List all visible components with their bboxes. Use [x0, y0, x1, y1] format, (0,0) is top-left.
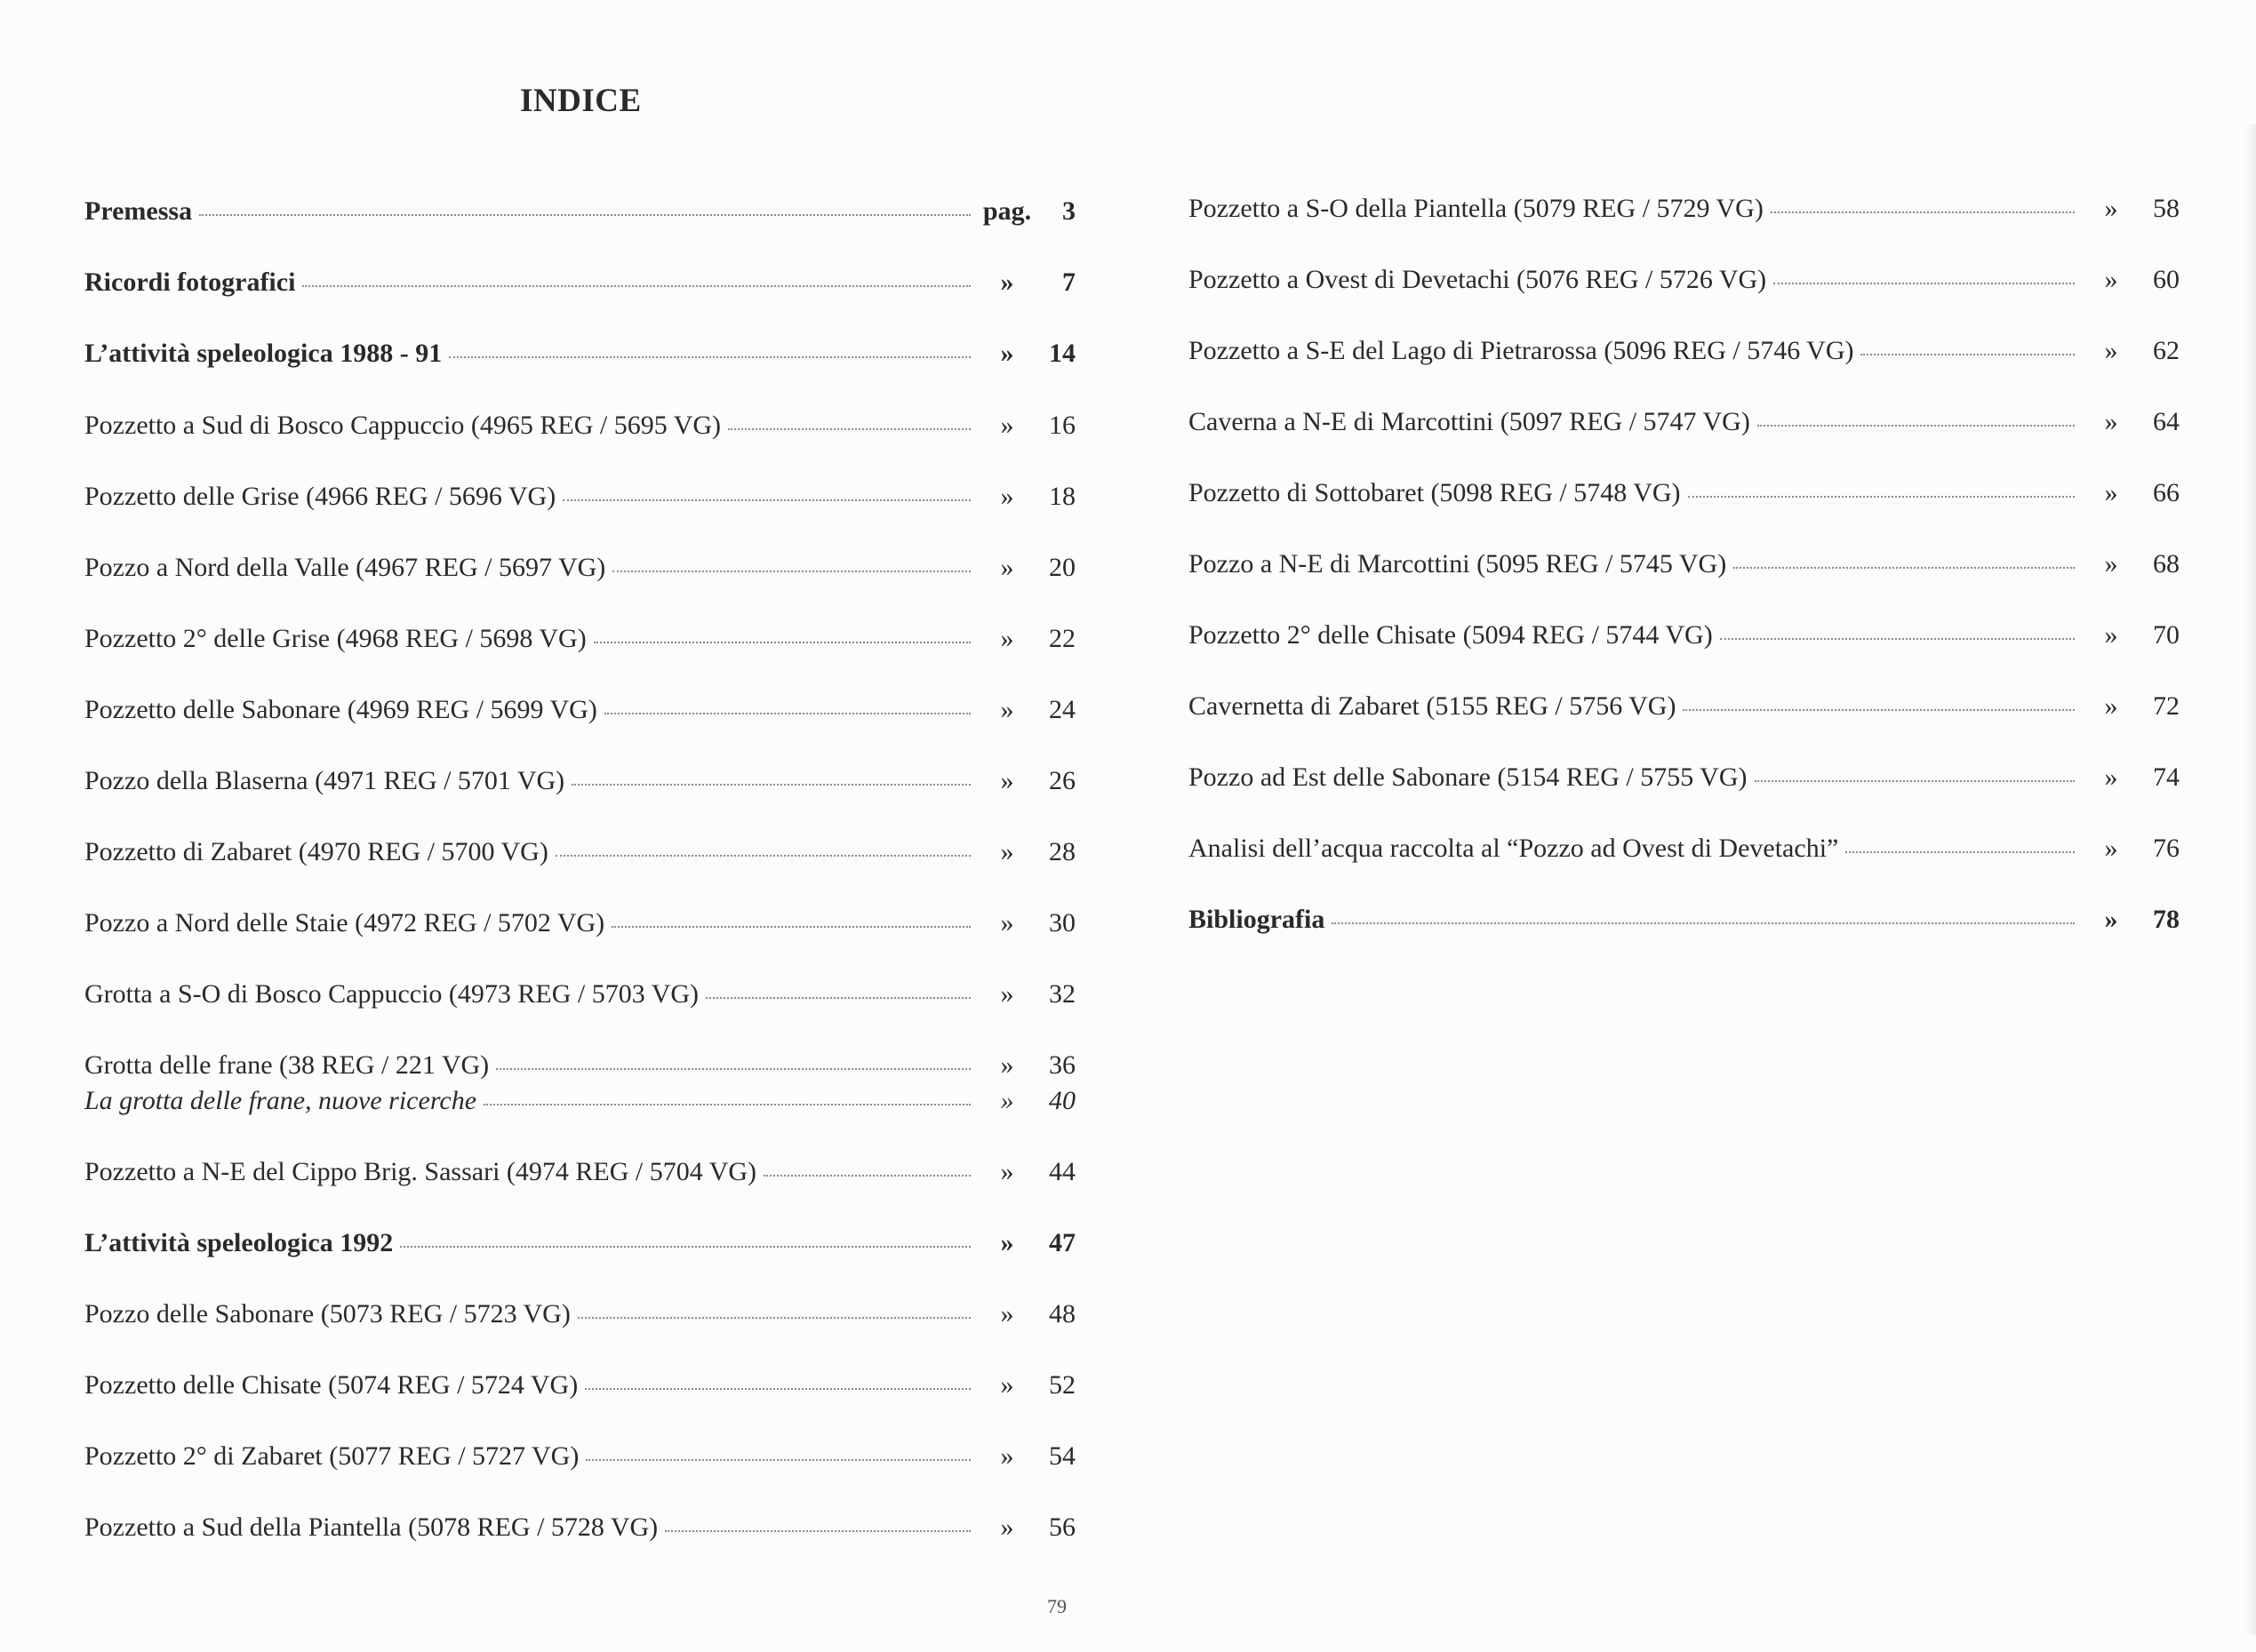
toc-entry-title: Cavernetta di Zabaret (5155 REG / 5756 VG): [1188, 691, 1676, 721]
toc-entry-page-prefix: »: [1000, 1086, 1014, 1115]
toc-entry-page-number: 18: [1049, 482, 1076, 511]
toc-entry-page-prefix: »: [2104, 905, 2118, 934]
toc-entry: [1188, 262, 2180, 298]
toc-entry-title: Pozzetto a Ovest di Devetachi (5076 REG / 5726 VG): [1188, 265, 1767, 294]
toc-entry-page-prefix: »: [2104, 336, 2118, 365]
toc-entry-title: L’attività speleologica 1988 - 91: [84, 339, 443, 368]
toc-entry: [84, 977, 1076, 1012]
toc-entry-title: Pozzetto a Sud della Piantella (5078 REG / 5728 VG): [84, 1512, 659, 1542]
toc-entry-page-number: 32: [1049, 979, 1076, 1009]
toc-entry-title: Pozzetto delle Sabonare (4969 REG / 5699 VG): [84, 695, 597, 724]
toc-entry-page-number: 78: [2153, 905, 2180, 934]
toc-entry-title: Pozzetto di Sottobaret (5098 REG / 5748 VG): [1188, 478, 1681, 507]
page-edge-shadow: [2244, 124, 2256, 1635]
toc-entry-title: Grotta delle frane (38 REG / 221 VG): [84, 1050, 490, 1080]
toc-entry-page-number: 52: [1049, 1370, 1076, 1400]
dot-leader: [572, 784, 971, 786]
toc-entry-title: Pozzo a N-E di Marcottini (5095 REG / 5745 VG): [1188, 549, 1727, 579]
toc-entry-title: Pozzetto a Sud di Bosco Cappuccio (4965 REG / 5695 VG): [84, 411, 722, 440]
toc-entry: [84, 763, 1076, 799]
toc-entry-page-number: 48: [1049, 1299, 1076, 1329]
dot-leader: [563, 499, 971, 501]
dot-leader: [449, 356, 971, 358]
toc-entry: [84, 1225, 1076, 1261]
toc-entry-page-number: 44: [1049, 1157, 1076, 1186]
dot-leader: [1733, 567, 2075, 569]
toc-entry: [84, 1154, 1076, 1190]
toc-entry-page-prefix: »: [1000, 1157, 1014, 1186]
toc-entry-page-prefix: »: [2104, 762, 2118, 792]
dot-leader: [612, 571, 971, 572]
toc-entry-title: Grotta a S-O di Bosco Cappuccio (4973 REG / 5703 VG): [84, 979, 700, 1009]
toc-entry: [84, 621, 1076, 657]
toc-entry: [1188, 475, 2180, 511]
toc-entry-title: Pozzetto 2° delle Grise (4968 REG / 5698 VG): [84, 624, 587, 653]
dot-leader: [1771, 211, 2075, 213]
toc-entry: [1188, 404, 2180, 440]
dot-leader: [1757, 425, 2075, 427]
toc-entry: [1188, 689, 2180, 724]
toc-entry-page-number: 62: [2153, 336, 2180, 365]
toc-entry: [1188, 618, 2180, 653]
toc-entry-page-prefix: »: [1000, 766, 1014, 795]
toc-entry-title: Bibliografia: [1188, 905, 1325, 934]
toc-entry-page-prefix: »: [1000, 624, 1014, 653]
dot-leader: [1755, 780, 2076, 782]
toc-entry-title: Ricordi fotografici: [84, 267, 296, 297]
toc-entry-page-number: 56: [1049, 1512, 1076, 1542]
dot-leader: [612, 926, 971, 928]
toc-entry-page-number: 58: [2153, 194, 2180, 223]
toc-entry-page-prefix: »: [1000, 339, 1014, 368]
toc-entry-title: Premessa: [84, 196, 193, 226]
toc-entry-title: Caverna a N-E di Marcottini (5097 REG / 5747 VG): [1188, 407, 1750, 436]
toc-entry-page-prefix: »: [1000, 267, 1014, 297]
toc-entry-page-number: 28: [1049, 837, 1076, 866]
toc-entry-title: La grotta delle frane, nuove ricerche: [84, 1086, 477, 1115]
toc-entry-page-prefix: »: [1000, 1512, 1014, 1542]
toc-entry-title: Pozzetto a S-O della Piantella (5079 REG / 5729 VG): [1188, 194, 1764, 223]
toc-entry-page-number: 72: [2153, 691, 2180, 721]
toc-entry-page-prefix: »: [2104, 407, 2118, 436]
toc-entry-title: Pozzetto delle Chisate (5074 REG / 5724 VG): [84, 1370, 579, 1400]
toc-entry-title: Pozzo della Blaserna (4971 REG / 5701 VG): [84, 766, 565, 795]
toc-entry: [84, 408, 1076, 443]
toc-entry-title: Analisi dell’acqua raccolta al “Pozzo ad Ovest di Devetachi”: [1188, 834, 1839, 863]
toc-entry-page-prefix: »: [1000, 1228, 1014, 1257]
dot-leader: [1845, 851, 2075, 853]
toc-entry-page-number: 47: [1049, 1228, 1076, 1257]
toc-entry-page-number: 68: [2153, 549, 2180, 579]
toc-entry-page-prefix: »: [1000, 1299, 1014, 1329]
toc-entry: [84, 1368, 1076, 1403]
dot-leader: [484, 1104, 971, 1105]
toc-entry-page-number: 76: [2153, 834, 2180, 863]
toc-entry-page-number: 3: [1062, 196, 1076, 226]
toc-entry: [84, 906, 1076, 941]
toc-entry-title: Pozzetto 2° di Zabaret (5077 REG / 5727 VG): [84, 1441, 580, 1471]
toc-entry-page-prefix: »: [2104, 691, 2118, 721]
dot-leader: [578, 1317, 971, 1319]
dot-leader: [1332, 922, 2075, 924]
toc-entry: [84, 834, 1076, 870]
toc-entry-page-prefix: pag.: [982, 196, 1032, 226]
dot-leader: [1720, 638, 2075, 640]
toc-entry: [1188, 547, 2180, 582]
toc-entry-title: Pozzo ad Est delle Sabonare (5154 REG / 5755 VG): [1188, 762, 1748, 792]
dot-leader: [1773, 283, 2075, 284]
toc-entry-page-number: 26: [1049, 766, 1076, 795]
dot-leader: [604, 713, 971, 714]
toc-entry-page-number: 74: [2153, 762, 2180, 792]
toc-entry-page-number: 24: [1049, 695, 1076, 724]
toc-entry-page-number: 66: [2153, 478, 2180, 507]
toc-entry: [1188, 333, 2180, 369]
toc-entry-page-number: 16: [1049, 411, 1076, 440]
toc-entry-page-prefix: »: [2104, 620, 2118, 650]
toc-entry-page-number: 40: [1049, 1086, 1076, 1115]
toc-entry-page-prefix: »: [2104, 478, 2118, 507]
toc-entry: [1188, 831, 2180, 866]
toc-entry: [1188, 760, 2180, 795]
toc-entry-title: Pozzetto a S-E del Lago di Pietrarossa (5096 REG / 5746 VG): [1188, 336, 1854, 365]
toc-entry-page-prefix: »: [1000, 553, 1014, 582]
toc-entry-page-prefix: »: [2104, 834, 2118, 863]
dot-leader: [302, 285, 971, 287]
toc-entry-page-number: 7: [1062, 267, 1076, 297]
dot-leader: [556, 855, 971, 857]
dot-leader: [586, 1459, 971, 1461]
toc-entry-page-number: 36: [1049, 1050, 1076, 1080]
toc-entry-page-number: 60: [2153, 265, 2180, 294]
toc-entry-page-prefix: »: [1000, 695, 1014, 724]
toc-entry-page-prefix: »: [2104, 549, 2118, 579]
dot-leader: [1683, 709, 2075, 711]
toc-entry-page-prefix: »: [1000, 482, 1014, 511]
toc-entry: [84, 692, 1076, 728]
toc-entry-title: L’attività speleologica 1992: [84, 1228, 394, 1257]
toc-entry-page-prefix: »: [1000, 908, 1014, 938]
toc-entry-page-prefix: »: [2104, 194, 2118, 223]
toc-entry-title: Pozzetto a N-E del Cippo Brig. Sassari (4974 REG / 5704 VG): [84, 1157, 757, 1186]
dot-leader: [1860, 354, 2075, 355]
toc-entry: [84, 1297, 1076, 1332]
toc-entry: [1188, 191, 2180, 227]
dot-leader: [400, 1246, 971, 1248]
toc-entry: [84, 550, 1076, 586]
dot-leader: [764, 1175, 971, 1177]
dot-leader: [665, 1530, 971, 1532]
toc-entry-page-prefix: »: [2104, 265, 2118, 294]
toc-entry: [84, 336, 1076, 371]
toc-entry-page-prefix: »: [1000, 1050, 1014, 1080]
toc-entry: [84, 1510, 1076, 1545]
toc-entry-page-number: 30: [1049, 908, 1076, 938]
toc-entry-page-prefix: »: [1000, 411, 1014, 440]
index-title: INDICE: [520, 83, 642, 119]
toc-entry-title: Pozzo a Nord delle Staie (4972 REG / 5702 VG): [84, 908, 605, 938]
toc-entry-page-prefix: »: [1000, 1370, 1014, 1400]
dot-leader: [706, 997, 971, 999]
toc-entry: [84, 479, 1076, 515]
dot-leader: [199, 214, 971, 216]
toc-entry: [84, 1083, 1076, 1119]
page-number: 79: [1047, 1595, 1067, 1617]
toc-entry-page-number: 20: [1049, 553, 1076, 582]
toc-entry: [84, 194, 1076, 229]
toc-entry: [84, 265, 1076, 300]
toc-entry-title: Pozzetto delle Grise (4966 REG / 5696 VG): [84, 482, 556, 511]
toc-entry-page-prefix: »: [1000, 979, 1014, 1009]
toc-entry-page-number: 70: [2153, 620, 2180, 650]
toc-entry-page-prefix: »: [1000, 1441, 1014, 1471]
toc-entry: [1188, 902, 2180, 938]
toc-entry-title: Pozzetto di Zabaret (4970 REG / 5700 VG): [84, 837, 548, 866]
dot-leader: [585, 1388, 971, 1390]
toc-entry-page-prefix: »: [1000, 837, 1014, 866]
toc-entry-title: Pozzetto 2° delle Chisate (5094 REG / 5744 VG): [1188, 620, 1713, 650]
toc-entry-page-number: 54: [1049, 1441, 1076, 1471]
toc-entry-page-number: 22: [1049, 624, 1076, 653]
toc-entry-title: Pozzo delle Sabonare (5073 REG / 5723 VG): [84, 1299, 571, 1329]
toc-entry-page-number: 64: [2153, 407, 2180, 436]
dot-leader: [1688, 496, 2075, 498]
dot-leader: [496, 1068, 971, 1070]
toc-entry: [84, 1439, 1076, 1474]
dot-leader: [594, 642, 971, 643]
toc-entry-page-number: 14: [1049, 339, 1076, 368]
dot-leader: [728, 428, 971, 430]
toc-entry-title: Pozzo a Nord della Valle (4967 REG / 5697 VG): [84, 553, 606, 582]
toc-entry: [84, 1048, 1076, 1083]
